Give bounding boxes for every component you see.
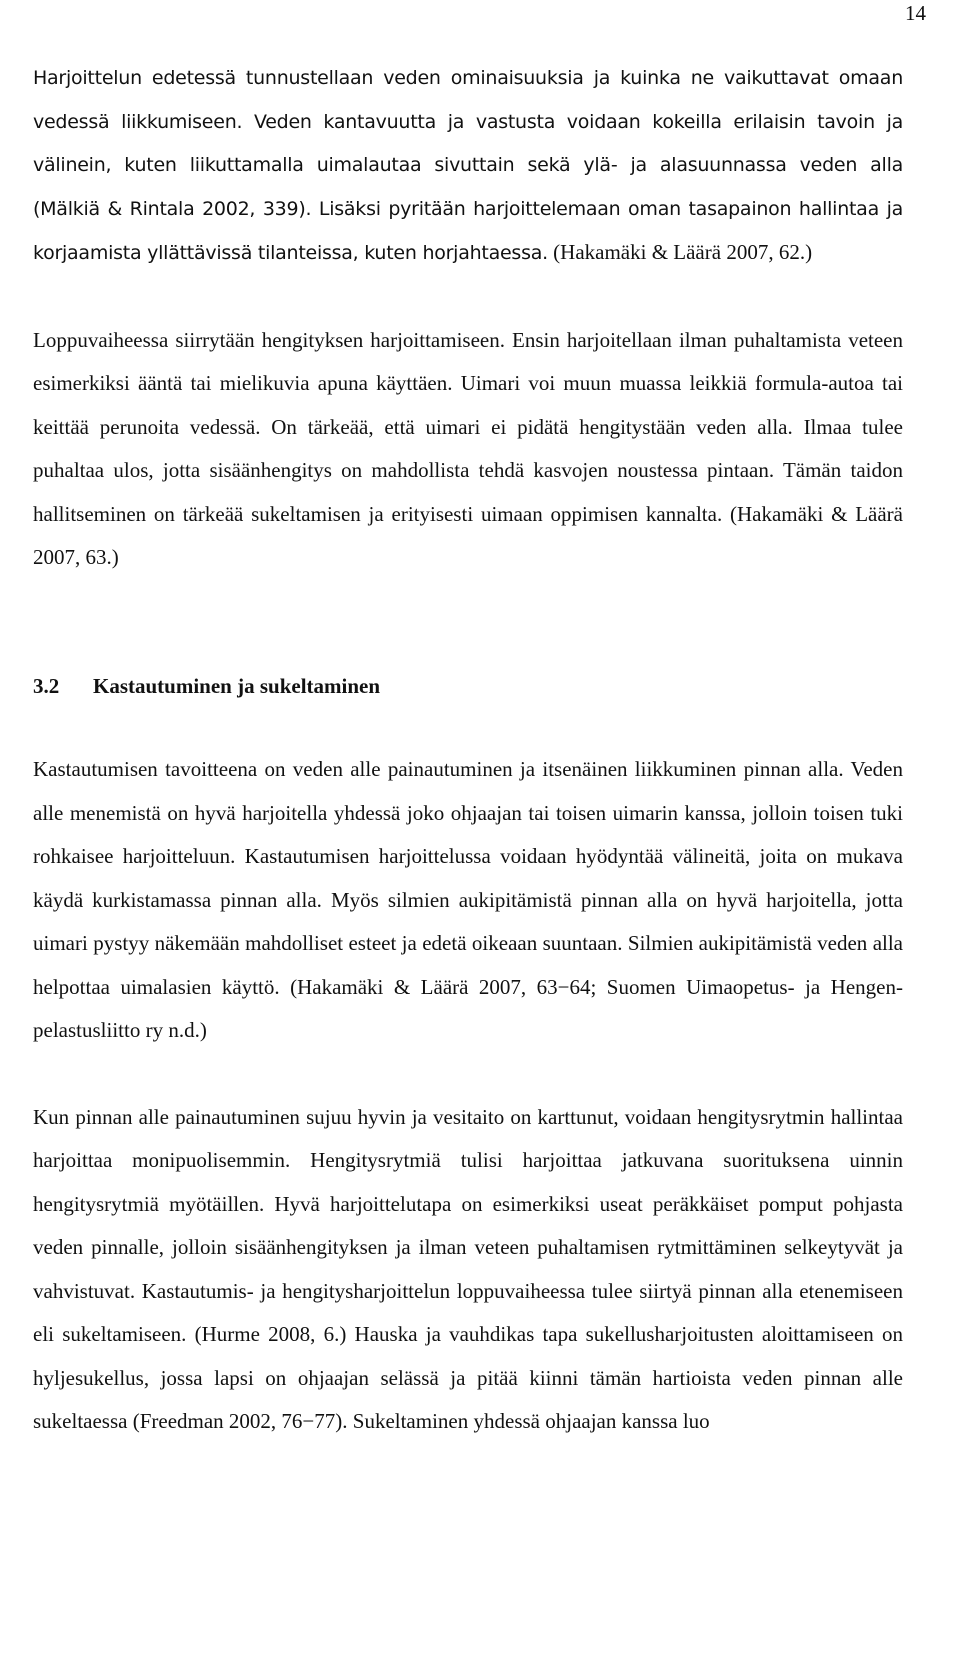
- section-title: Kastautuminen ja sukeltaminen: [93, 673, 381, 698]
- page-number: 14: [905, 1, 926, 25]
- document-body: [33, 57, 903, 1444]
- paragraph-breathing-practice: Loppuvaiheessa siirrytään hengityksen harjoittamiseen. Ensin harjoitellaan ilman puhaltamista veteen esimerkiksi ääntä tai mielikuvia apuna käyttäen. Uimari voi muun muassa leikkiä formula-autoa tai keittää perunoita vedessä. On tärkeää, että uimari ei pidätä hengitystään veden alla. Ilmaa tulee puhaltaa ulos, jotta sisäänhengitys on mahdollista tehdä kasvojen noustessa pintaan. Tämän taidon hallitseminen on tärkeää sukeltamisen ja erityisesti uimaan oppimisen kannalta. (Hakamäki & Läärä 2007, 63.): [33, 327, 903, 569]
- citation-hakamaki-62: (Hakamäki & Läärä 2007, 62.): [547, 240, 813, 264]
- section-heading: [33, 665, 903, 709]
- paragraph-water-properties: [33, 57, 903, 276]
- paragraph-water-properties-text: Harjoittelun edetessä tunnustellaan veden ominaisuuksia ja kuinka ne vaikuttavat omaan vedessä liikkumiseen. Veden kantavuutta ja vastusta voidaan kokeilla erilaisin tavoin ja välinein, kuten liikuttamalla uimalautaa sivuttain sekä ylä- ja alasuunnassa veden alla (Mälkiä & Rintala 2002, 339). Lisäksi pyritään harjoittelemaan oman tasapainon hallintaa ja korjaamista yllättävissä tilanteissa, kuten horjahtaessa.: [33, 67, 903, 264]
- section-number: 3.2: [33, 673, 60, 698]
- paragraph-diving: Kun pinnan alle painautuminen sujuu hyvin ja vesitaito on karttunut, voidaan hengitysrytmin hallintaa harjoittaa monipuolisemmin. Hengitysrytmiä tulisi harjoittaa jatkuvana suorituksena uinnin hengitysrytmiä myötäillen. Hyvä harjoittelutapa on esimerkiksi useat peräkkäiset pomput pohjasta veden pinnalle, jolloin sisäänhengityksen ja ilman veteen puhaltamisen rytmittäminen selkeytyvät ja vahvistuvat. Kastautumis- ja hengitysharjoittelun loppuvaiheessa tulee siirtyä pinnan alla etenemiseen eli sukeltamiseen. (Hurme 2008, 6.) Hauska ja vauhdikas tapa sukellusharjoitusten aloittamiseen on hyljesukellus, jossa lapsi on ohjaajan selässä ja pitää kiinni tämän hartioista veden pinnan alle sukeltaessa (Freedman 2002, 76−77). Sukeltaminen yhdessä ohjaajan kanssa luo: [33, 1104, 903, 1433]
- paragraph-immersion: Kastautumisen tavoitteena on veden alle painautuminen ja itsenäinen liikkuminen pinnan alla. Veden alle menemistä on hyvä harjoitella yhdessä joko ohjaajan tai toisen uimarin kanssa, jolloin toisen tuki rohkaisee harjoitteluun. Kastautumisen harjoittelussa voidaan hyödyntää välineitä, joita on mukava käydä kurkistamassa pinnan alla. Myös silmien aukipitämistä pinnan alla on hyvä harjoitella, jotta uimari pystyy näkemään mahdolliset esteet ja edetä oikeaan suuntaan. Silmien aukipitämistä veden alla helpottaa uimalasien käyttö. (Hakamäki & Läärä 2007, 63−64; Suomen Uimaopetus- ja Hengenpelastusliitto ry n.d.): [33, 757, 903, 1042]
